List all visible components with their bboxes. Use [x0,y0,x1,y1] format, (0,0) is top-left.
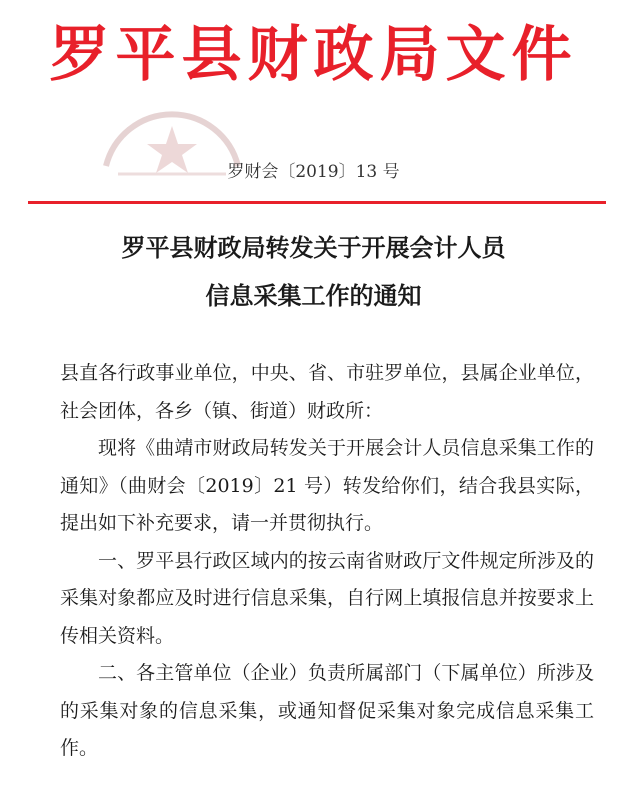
paragraph-intro: 现将《曲靖市财政局转发关于开展会计人员信息采集工作的通知》（曲财会〔2019〕21 号）转发给你们，结合我县实际，提出如下补充要求，请一并贯彻执行。 [60,437,594,534]
paragraph-item-2: 二、各主管单位（企业）负责所属部门（下属单位）所涉及的采集对象的信息采集，或通知督促采集对象完成信息采集工作。 [60,662,594,759]
notice-body [60,355,594,768]
document-number: 罗财会〔2019〕13 号 [227,162,400,182]
salutation: 县直各行政事业单位，中央、省、市驻罗单位，县属企业单位，社会团体，各乡（镇、街道）财政所： [60,362,594,422]
notice-title-line-1: 罗平县财政局转发关于开展会计人员 [121,234,506,262]
notice-title-line-2: 信息采集工作的通知 [205,282,422,310]
red-separator-line [28,201,606,204]
masthead-title: 罗平县财政局文件 [49,20,578,90]
paragraph-item-1: 一、罗平县行政区域内的按云南省财政厅文件规定所涉及的采集对象都应及时进行信息采集，自行网上填报信息并按要求上传相关资料。 [60,549,594,647]
